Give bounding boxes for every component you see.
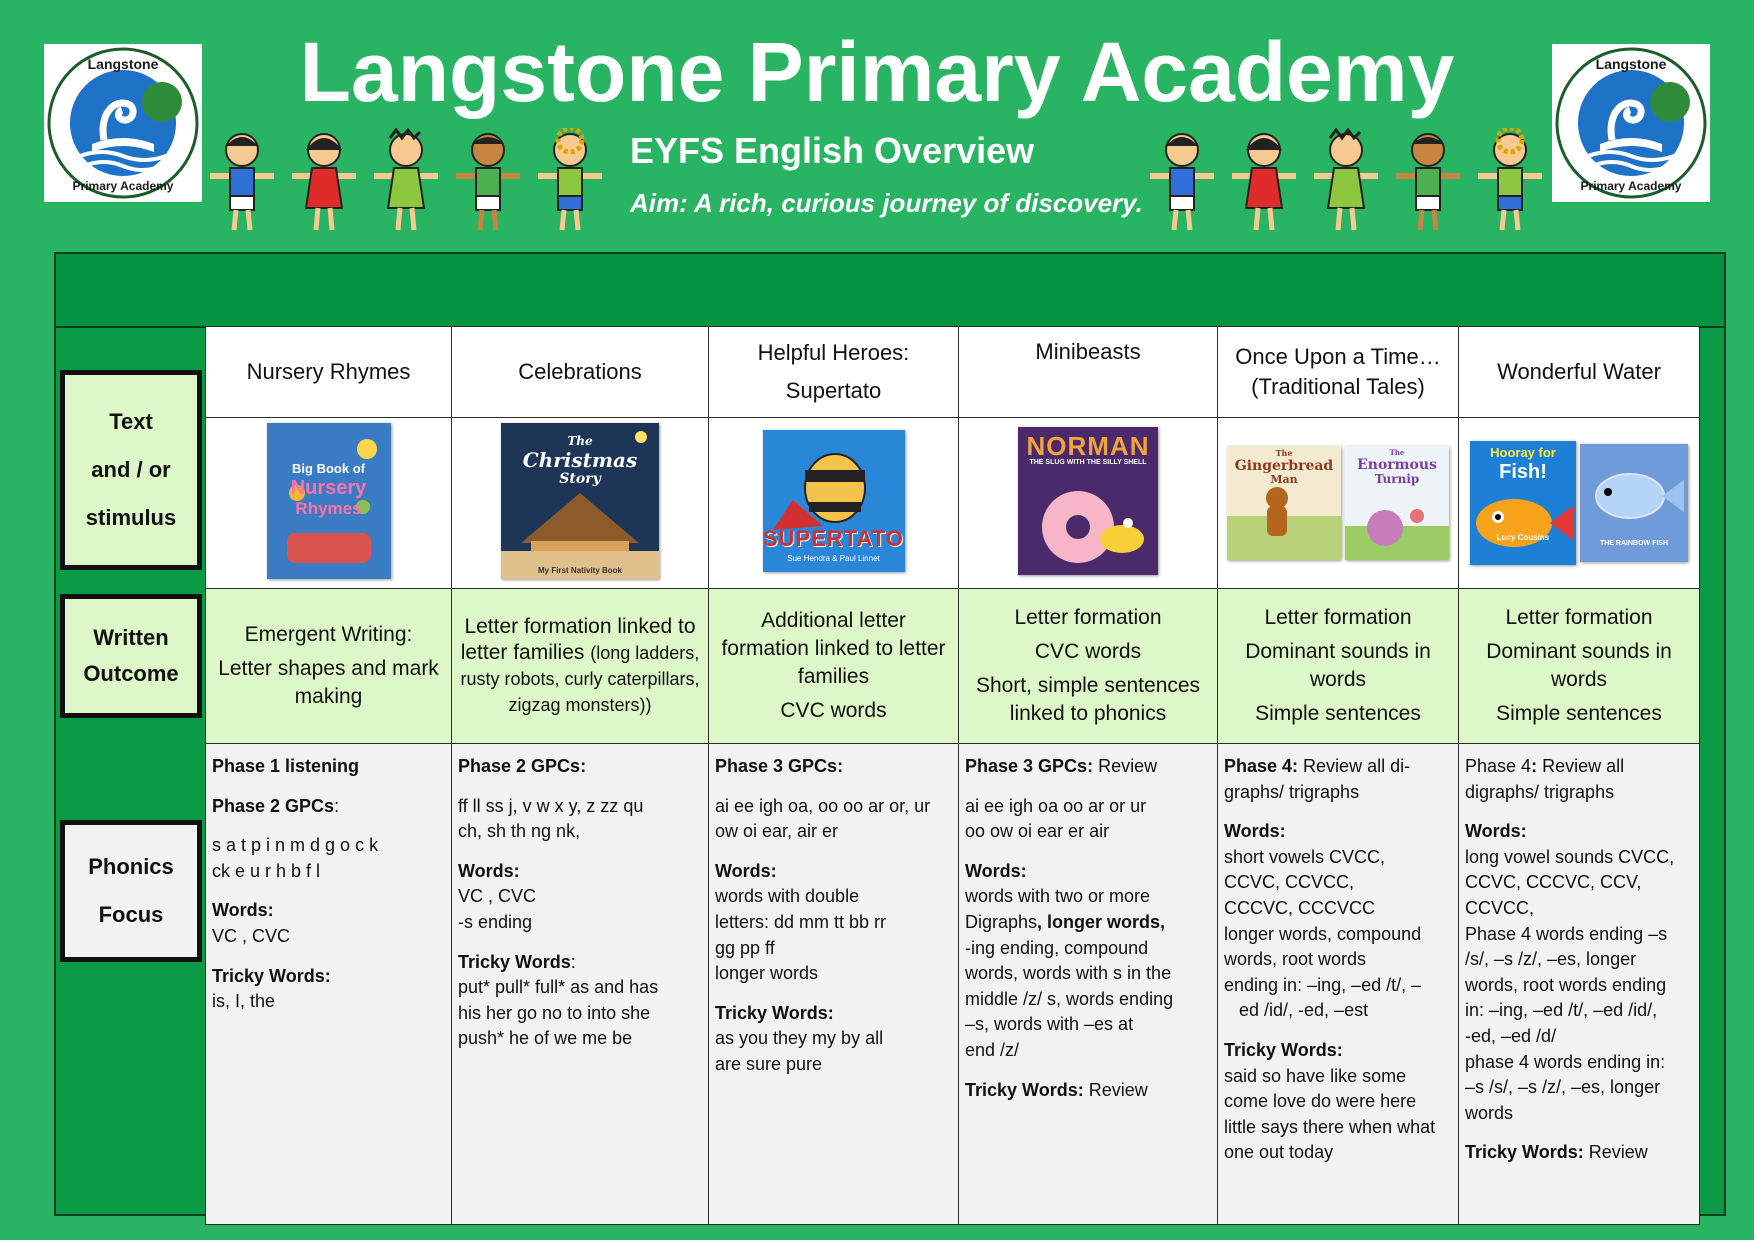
book-cover-nursery-rhymes: Big Book of Nursery Rhymes bbox=[267, 423, 391, 579]
phonics-cell: Phase 4: Review all di- graphs/ trigraphs Words: short vowels CVCC, CCVC, CCVCC, CCCVC, CCCVCC longer words, compound words, root words ending in: –ing, –ed /t/, – ed /id/, -ed, –est Tricky Words: said so have like some come love do were here little says there when what one out today bbox=[1218, 744, 1459, 1225]
book-cover-rainbow-fish: THE RAINBOW FISH bbox=[1580, 444, 1688, 562]
written-outcome-cell: Letter formation Dominant sounds in words Simple sentences bbox=[1459, 589, 1700, 744]
topic-title: Wonderful Water bbox=[1459, 327, 1700, 418]
row-label-phonics-focus: Phonics Focus bbox=[60, 820, 202, 962]
written-outcome-cell: Emergent Writing: Letter shapes and mark making bbox=[206, 589, 452, 744]
child-figure bbox=[292, 134, 356, 230]
topic-title: Nursery Rhymes bbox=[206, 327, 452, 418]
book-cover-enormous-turnip: The Enormous Turnip bbox=[1345, 446, 1449, 560]
written-outcome-row bbox=[206, 589, 1700, 744]
page-subtitle: EYFS English Overview bbox=[630, 130, 1035, 171]
child-figure bbox=[1150, 134, 1214, 230]
stimulus-cell bbox=[1459, 418, 1700, 589]
svg-text:Primary Academy: Primary Academy bbox=[72, 179, 174, 193]
child-figure bbox=[1314, 130, 1378, 230]
stimulus-cell bbox=[959, 418, 1218, 589]
phonics-focus-row bbox=[206, 744, 1700, 1225]
phonics-cell: Phase 2 GPCs: ff ll ss j, v w x y, z zz qu ch, sh th ng nk, Words: VC , CVC -s ending Tricky Words: put* pull* full* as and has his her go no to into she push* he of we me be bbox=[452, 744, 709, 1225]
stimulus-cell bbox=[1218, 418, 1459, 589]
book-cover-christmas-story: The Christmas Story My First Nativity Book bbox=[501, 423, 659, 579]
topic-title: Minibeasts bbox=[959, 327, 1218, 418]
svg-text:Langstone: Langstone bbox=[87, 56, 159, 72]
page-title: Langstone Primary Academy bbox=[299, 25, 1455, 119]
row-label-text-stimulus: Text and / or stimulus bbox=[60, 370, 202, 570]
child-figure bbox=[456, 134, 520, 230]
written-outcome-cell: Letter formation linked to letter families (long ladders, rusty robots, curly caterpillars, zigzag monsters)) bbox=[452, 589, 709, 744]
svg-text:Langstone: Langstone bbox=[1595, 56, 1667, 72]
book-cover-supertato: SUPERTATO Sue Hendra & Paul Linnet bbox=[763, 430, 905, 572]
children-illustration-left bbox=[202, 128, 622, 240]
child-figure bbox=[1396, 134, 1460, 230]
table-header-bar bbox=[56, 254, 1724, 328]
phonics-cell: Phase 4: Review all digraphs/ trigraphs Words: long vowel sounds CVCC, CCVC, CCCVC, CCV, CCVCC, Phase 4 words ending –s /s/, –s /z/, –es, longer words, root words ending in: –ing, –ed /t/, –ed /id/, -ed, –ed /d/ phase 4 words ending in: –s /s/, –s /z/, –es, longer words Tricky Words: Review bbox=[1459, 744, 1700, 1225]
stimulus-cell bbox=[206, 418, 452, 589]
topic-title: Once Upon a Time… (Traditional Tales) bbox=[1218, 327, 1459, 418]
row-label-written-outcome: Written Outcome bbox=[60, 594, 202, 718]
aim-statement: Aim: A rich, curious journey of discovery. bbox=[630, 188, 1143, 218]
book-cover-norman: NORMAN THE SLUG WITH THE SILLY SHELL bbox=[1018, 427, 1158, 575]
overview-grid bbox=[205, 326, 1700, 1225]
book-cover-gingerbread-man: The Gingerbread Man bbox=[1227, 446, 1341, 560]
children-illustration-right bbox=[1142, 128, 1562, 240]
child-figure bbox=[210, 134, 274, 230]
stimulus-image-row bbox=[206, 418, 1700, 589]
phonics-cell: Phase 3 GPCs: ai ee igh oa, oo oo ar or, ur ow oi ear, air er Words: words with double letters: dd mm tt bb rr gg pp ff longer words Tricky Words: as you they my by all are sure pure bbox=[709, 744, 959, 1225]
stimulus-cell bbox=[452, 418, 709, 589]
topic-title: Helpful Heroes: Supertato bbox=[709, 327, 959, 418]
phonics-cell: Phase 3 GPCs: Review ai ee igh oa oo ar or ur oo ow oi ear er air Words: words with two or more Digraphs, longer words, -ing ending, compound words, words with s in the middle /z/ s, words ending –s, words with –es at end /z/ Tricky Words: Review bbox=[959, 744, 1218, 1225]
written-outcome-cell: Additional letter formation linked to letter families CVC words bbox=[709, 589, 959, 744]
stimulus-cell bbox=[709, 418, 959, 589]
overview-table-frame bbox=[54, 252, 1726, 1216]
topic-title: Celebrations bbox=[452, 327, 709, 418]
child-figure bbox=[1232, 134, 1296, 230]
phonics-cell: Phase 1 listening Phase 2 GPCs: s a t p i n m d g o c k ck e u r h b f l Words: VC , CVC Tricky Words: is, I, the bbox=[206, 744, 452, 1225]
child-figure bbox=[1478, 128, 1542, 230]
written-outcome-cell: Letter formation Dominant sounds in words Simple sentences bbox=[1218, 589, 1459, 744]
svg-text:Primary Academy: Primary Academy bbox=[1580, 179, 1682, 193]
written-outcome-cell: Letter formation CVC words Short, simple sentences linked to phonics bbox=[959, 589, 1218, 744]
child-figure bbox=[538, 128, 602, 230]
book-cover-hooray-for-fish: Hooray for Fish! Lucy Cousins bbox=[1470, 441, 1576, 565]
child-figure bbox=[374, 130, 438, 230]
topic-title-row bbox=[206, 327, 1700, 418]
